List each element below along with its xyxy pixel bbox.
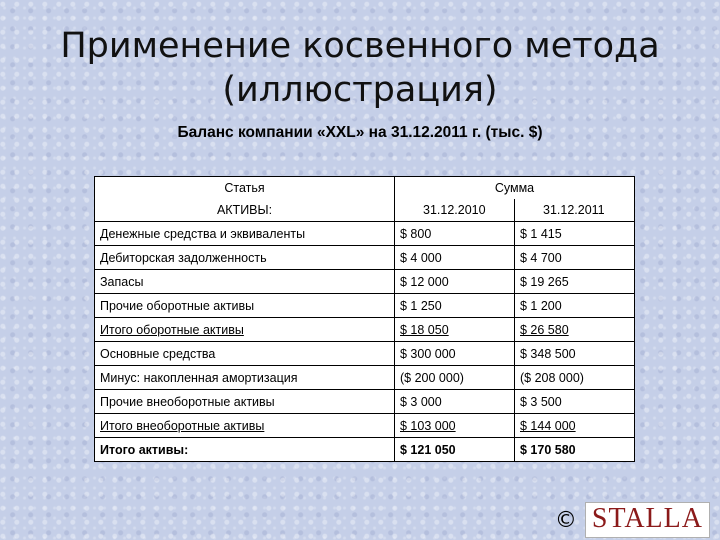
row-value-2011: $ 1 415 bbox=[515, 222, 635, 246]
row-value-2010: ($ 200 000) bbox=[395, 366, 515, 390]
header-year-2011: 31.12.2011 bbox=[515, 199, 635, 222]
table-row bbox=[95, 222, 635, 246]
total-row bbox=[95, 438, 635, 462]
row-value-2011: $ 3 500 bbox=[515, 390, 635, 414]
table-row bbox=[95, 390, 635, 414]
row-label: Прочие внеоборотные активы bbox=[95, 390, 395, 414]
row-value-2011: $ 144 000 bbox=[515, 414, 635, 438]
slide-title bbox=[0, 24, 720, 112]
footer-logo bbox=[555, 502, 710, 538]
row-label: Дебиторская задолженность bbox=[95, 246, 395, 270]
row-value-2011: $ 26 580 bbox=[515, 318, 635, 342]
table-row bbox=[95, 246, 635, 270]
row-value-2010: $ 1 250 bbox=[395, 294, 515, 318]
table-row bbox=[95, 270, 635, 294]
row-label: Итого внеоборотные активы bbox=[95, 414, 395, 438]
header-row-1 bbox=[95, 177, 635, 200]
row-label: Итого активы: bbox=[95, 438, 395, 462]
row-label: Прочие оборотные активы bbox=[95, 294, 395, 318]
row-value-2011: $ 170 580 bbox=[515, 438, 635, 462]
header-section: АКТИВЫ: bbox=[95, 199, 395, 222]
header-year-2010: 31.12.2010 bbox=[395, 199, 515, 222]
row-value-2010: $ 300 000 bbox=[395, 342, 515, 366]
row-value-2010: $ 3 000 bbox=[395, 390, 515, 414]
row-label: Денежные средства и эквиваленты bbox=[95, 222, 395, 246]
row-value-2010: $ 800 bbox=[395, 222, 515, 246]
row-value-2010: $ 4 000 bbox=[395, 246, 515, 270]
row-value-2011: ($ 208 000) bbox=[515, 366, 635, 390]
copyright-symbol: © bbox=[554, 507, 577, 533]
row-label: Минус: накопленная амортизация bbox=[95, 366, 395, 390]
table-row bbox=[95, 294, 635, 318]
title-line-2: (иллюстрация) bbox=[222, 70, 498, 110]
row-label: Итого оборотные активы bbox=[95, 318, 395, 342]
balance-table bbox=[94, 176, 635, 462]
row-label: Основные средства bbox=[95, 342, 395, 366]
table-row bbox=[95, 366, 635, 390]
row-value-2011: $ 1 200 bbox=[515, 294, 635, 318]
row-label: Запасы bbox=[95, 270, 395, 294]
title-line-1: Применение косвенного метода bbox=[60, 26, 660, 66]
header-amount: Сумма bbox=[395, 177, 635, 200]
subtotal-row bbox=[95, 414, 635, 438]
header-row-2 bbox=[95, 199, 635, 222]
table-row bbox=[95, 342, 635, 366]
stalla-logo: STALLA bbox=[585, 502, 710, 538]
row-value-2010: $ 18 050 bbox=[395, 318, 515, 342]
header-item: Статья bbox=[95, 177, 395, 200]
row-value-2011: $ 348 500 bbox=[515, 342, 635, 366]
subtotal-row bbox=[95, 318, 635, 342]
row-value-2011: $ 4 700 bbox=[515, 246, 635, 270]
row-value-2010: $ 12 000 bbox=[395, 270, 515, 294]
balance-subtitle: Баланс компании «XXL» на 31.12.2011 г. (тыс. $) bbox=[177, 124, 543, 141]
row-value-2010: $ 103 000 bbox=[395, 414, 515, 438]
row-value-2010: $ 121 050 bbox=[395, 438, 515, 462]
row-value-2011: $ 19 265 bbox=[515, 270, 635, 294]
